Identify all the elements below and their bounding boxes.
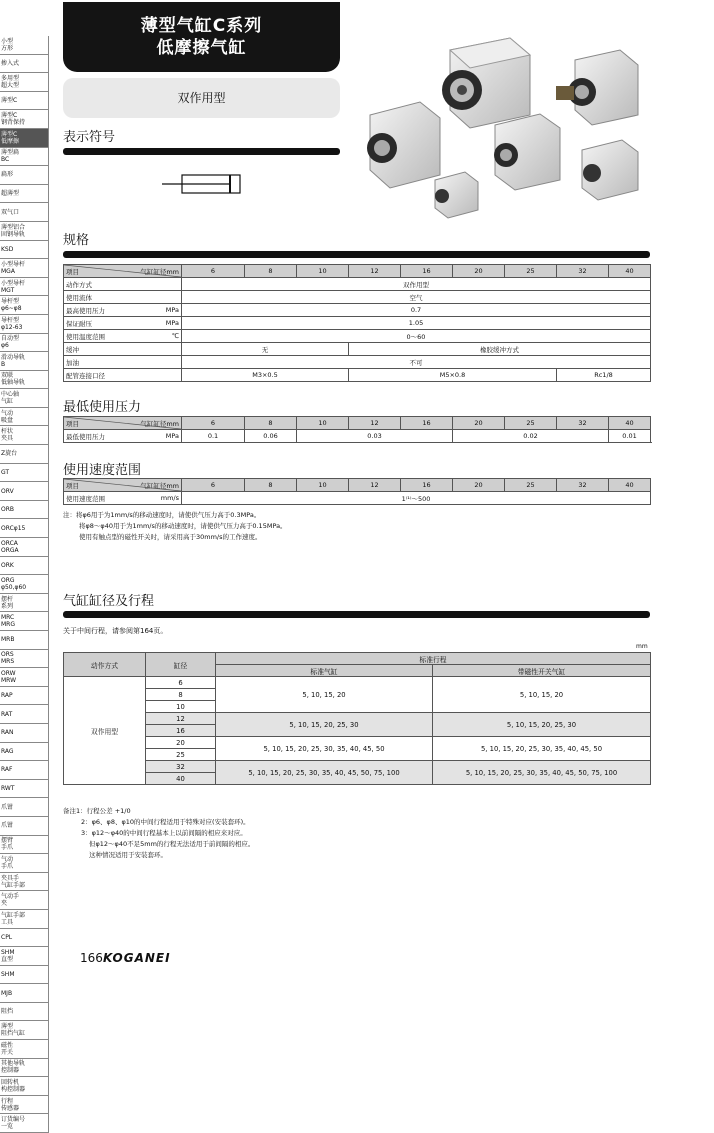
row-value: 0.1 <box>182 430 245 443</box>
bore-cell: 32 <box>557 265 609 278</box>
stroke-plain: 5, 10, 15, 20, 25, 30, 35, 40, 45, 50 <box>216 737 433 761</box>
note-line: 3：φ12～φ40的中间行程基本上以前间隔的相应来对应。 <box>81 829 247 837</box>
table-row <box>64 369 651 382</box>
bore-cell: 8 <box>245 265 297 278</box>
sidebar-item[interactable]: 滑动导轨 B <box>0 352 49 371</box>
bore-cell: 20 <box>453 479 505 492</box>
table-row <box>64 677 651 689</box>
note-line: 将φ8～φ40用于为1mm/s的移动速度时，请使供气压力高于0.15MPa。 <box>79 522 287 530</box>
sidebar-item[interactable]: MRB <box>0 631 49 650</box>
section-title-stroke: 气缸缸径及行程 <box>63 594 155 609</box>
sidebar-item[interactable]: 气动 吸盘 <box>0 408 49 427</box>
spec-table <box>63 264 651 382</box>
sidebar-item[interactable]: MJB <box>0 984 49 1003</box>
cylinder-fitting-image <box>556 50 638 125</box>
header-item-bore-cell <box>64 417 182 430</box>
row-label: 使用温度范围 <box>66 332 105 341</box>
note-line: 注：将φ6用于为1mm/s的移动速度时，请使供气压力高于0.3MPa。 <box>63 511 261 519</box>
sidebar-item[interactable]: KSD <box>0 241 49 260</box>
note-line: 使用有触点型的磁性开关时，请采用高于30mm/s的工作速度。 <box>79 533 262 541</box>
row-value: M3×0.5 <box>182 369 349 382</box>
header-item-bore-cell <box>64 479 182 492</box>
table-row <box>64 737 651 749</box>
row-value: 1⁽¹⁾～500 <box>182 492 651 505</box>
action-value: 双作用型 <box>64 677 146 785</box>
sidebar-item[interactable]: 磁性 开关 <box>0 1040 49 1059</box>
bore-cell: 25 <box>505 417 557 430</box>
row-value: 0.02 <box>453 430 609 443</box>
row-label-with-unit <box>64 317 182 330</box>
table-row <box>64 430 651 443</box>
row-value: 无 <box>182 343 349 356</box>
row-label: 加油 <box>64 356 182 369</box>
header-bore: 气缸缸径mm <box>140 481 179 490</box>
sidebar-item[interactable]: ORW MRW <box>0 668 49 687</box>
sidebar-item[interactable]: GT <box>0 464 49 483</box>
sidebar-item[interactable]: ORS MRS <box>0 650 49 669</box>
bore-cell: 25 <box>505 479 557 492</box>
row-unit: ℃ <box>171 331 179 340</box>
row-label-with-unit <box>64 492 182 505</box>
table-row <box>64 713 651 725</box>
sidebar-item[interactable]: 订货编号 一览 <box>0 1114 49 1133</box>
page-title-line2: 低摩擦气缸 <box>156 38 247 58</box>
product-photo <box>360 30 650 220</box>
row-label: 使用速度范围 <box>66 494 105 503</box>
row-value: M5×0.8 <box>349 369 557 382</box>
sidebar-item[interactable]: 薄型扁 BC <box>0 148 49 167</box>
sidebar-item[interactable]: ORK <box>0 557 49 576</box>
bore-cell: 25 <box>505 265 557 278</box>
table-row <box>64 343 651 356</box>
row-unit: MPa <box>165 431 179 440</box>
bore-cell: 32 <box>557 417 609 430</box>
sidebar-item[interactable]: 小型导杆 MGT <box>0 278 49 297</box>
sidebar-item[interactable]: 扁形 <box>0 166 49 185</box>
row-value: 0.03 <box>297 430 453 443</box>
note-line: 这种情况适用于安装套环。 <box>89 851 167 859</box>
bore-cell: 8 <box>245 479 297 492</box>
row-value: 0.7 <box>182 304 651 317</box>
row-label: 使用流体 <box>64 291 182 304</box>
bore-cell: 16 <box>401 265 453 278</box>
bore-cell: 16 <box>401 479 453 492</box>
sidebar-item[interactable]: 超薄型 <box>0 185 49 204</box>
row-label: 最高使用压力 <box>66 306 105 315</box>
table-row <box>64 291 651 304</box>
sidebar-item[interactable]: 导杆型 φ6~φ8 <box>0 296 49 315</box>
table-row <box>64 304 651 317</box>
sidebar-item[interactable]: 掺入式 <box>0 55 49 74</box>
bore-cell: 12 <box>349 265 401 278</box>
bore-cell: 32 <box>557 479 609 492</box>
bore-cell: 20 <box>453 265 505 278</box>
row-value: 1.05 <box>182 317 651 330</box>
col-action: 动作方式 <box>64 653 146 677</box>
sidebar-item[interactable]: SHM 直型 <box>0 947 49 966</box>
row-label: 动作方式 <box>64 278 182 291</box>
sidebar-item[interactable]: 其他导轨 控制器 <box>0 1059 49 1078</box>
stroke-magnet: 5, 10, 15, 20 <box>433 677 651 713</box>
stroke-magnet: 5, 10, 15, 20, 25, 30, 35, 40, 45, 50, 75, 100 <box>433 761 651 785</box>
bore-cell: 16 <box>146 725 216 737</box>
row-value: 双作用型 <box>182 278 651 291</box>
row-value: Rc1/8 <box>557 369 651 382</box>
sidebar-item[interactable]: 气缸手部 工具 <box>0 910 49 929</box>
stroke-magnet: 5, 10, 15, 20, 25, 30, 35, 40, 45, 50 <box>433 737 651 761</box>
table-header-row <box>64 417 651 430</box>
sidebar-item[interactable]: 薄型C 钢背保持 <box>0 110 49 129</box>
sidebar-item[interactable]: RAF <box>0 761 49 780</box>
sidebar-item[interactable]: 摆杆 系列 <box>0 594 49 613</box>
header-item: 项目 <box>66 419 79 428</box>
sidebar-item[interactable]: 小型导杆 MGA <box>0 259 49 278</box>
bore-cell: 10 <box>297 265 349 278</box>
sidebar-item[interactable]: RAP <box>0 687 49 706</box>
section-bar-stroke <box>63 611 650 618</box>
row-value: 0.01 <box>609 430 651 443</box>
section-title-min-pressure: 最低使用压力 <box>63 400 142 415</box>
header-bore: 气缸缸径mm <box>140 267 179 276</box>
row-label: 缓冲 <box>64 343 182 356</box>
row-label: 最低使用压力 <box>66 432 105 441</box>
bore-cell: 12 <box>349 479 401 492</box>
sidebar-item[interactable]: 夹具手 气缸手部 <box>0 873 49 892</box>
bore-cell: 40 <box>146 773 216 785</box>
table-row <box>64 492 651 505</box>
col-std-stroke: 标准行程 <box>216 653 651 665</box>
sidebar-item[interactable]: 双联 低轴导轨 <box>0 371 49 390</box>
bore-cell: 10 <box>146 701 216 713</box>
sidebar-item[interactable]: RAT <box>0 705 49 724</box>
bore-cell: 12 <box>146 713 216 725</box>
sidebar-item[interactable]: 多用型 超大型 <box>0 73 49 92</box>
stroke-plain: 5, 10, 15, 20, 25, 30 <box>216 713 433 737</box>
cylinder-middle-image <box>494 114 560 190</box>
sidebar-item[interactable]: RAG <box>0 743 49 762</box>
brand-logo: KOGANEI <box>103 951 171 965</box>
sidebar-item[interactable]: 自动型 φ6 <box>0 334 49 353</box>
header-item-bore-cell <box>64 265 182 278</box>
sidebar-item[interactable]: 气动手 夹 <box>0 891 49 910</box>
page-number: 166 <box>80 951 103 965</box>
note-line: 备注1：行程公差 +1/0 <box>63 807 131 815</box>
page-title-line1: 薄型气缸C系列 <box>140 16 263 36</box>
sidebar-item[interactable]: 双气口 <box>0 203 49 222</box>
sidebar-item[interactable]: Z旋台 <box>0 445 49 464</box>
bore-cell: 8 <box>245 417 297 430</box>
table-header-row <box>64 479 651 492</box>
sidebar-item[interactable]: CPL <box>0 929 49 948</box>
table-row <box>64 278 651 291</box>
section-bar-spec <box>63 251 650 258</box>
sidebar-item[interactable]: 爪钳 <box>0 798 49 817</box>
row-value: 0～60 <box>182 330 651 343</box>
sidebar-item[interactable]: ORCA ORGA <box>0 538 49 557</box>
note-line: 2：φ6、φ8、φ10的中间行程适用于特殊对应(安装套环)。 <box>81 818 250 826</box>
sidebar-item[interactable]: 阻挡 <box>0 1003 49 1022</box>
title-banner <box>63 2 340 72</box>
section-title-symbol: 表示符号 <box>63 130 116 145</box>
double-acting-symbol <box>160 172 245 198</box>
bore-cell: 10 <box>297 417 349 430</box>
sidebar-item[interactable]: 薄型C <box>0 92 49 111</box>
section-title-speed: 使用速度范围 <box>63 463 142 478</box>
col-bore: 缸径 <box>146 653 216 677</box>
stroke-notes <box>63 806 254 861</box>
row-unit: MPa <box>165 305 179 314</box>
table-header-row <box>64 653 651 665</box>
stroke-plain: 5, 10, 15, 20 <box>216 677 433 713</box>
header-bore: 气缸缸径mm <box>140 419 179 428</box>
section-title-spec: 规格 <box>63 233 90 248</box>
bore-cell: 25 <box>146 749 216 761</box>
bore-cell: 6 <box>146 677 216 689</box>
sidebar-item[interactable]: 杆状 夹具 <box>0 426 49 445</box>
sidebar-item[interactable]: 回转机 构控制器 <box>0 1077 49 1096</box>
sidebar-item[interactable]: SHM <box>0 966 49 985</box>
row-label-with-unit <box>64 304 182 317</box>
header-item: 项目 <box>66 267 79 276</box>
sidebar-item[interactable]: RWT <box>0 780 49 799</box>
row-value: 不可 <box>182 356 651 369</box>
sidebar-item[interactable]: 中心轴 气缸 <box>0 389 49 408</box>
note-line: 但φ12～φ40不足5mm的行程无法适用于前间隔的相应。 <box>89 840 255 848</box>
sidebar-item[interactable]: ORB <box>0 501 49 520</box>
bore-cell: 12 <box>349 417 401 430</box>
bore-cell: 20 <box>146 737 216 749</box>
speed-notes <box>63 510 287 543</box>
bore-cell: 20 <box>453 417 505 430</box>
sidebar-item[interactable]: 爪钳 <box>0 817 49 836</box>
page-subtitle: 双作用型 <box>63 78 340 118</box>
sidebar-item[interactable]: ORV <box>0 482 49 501</box>
stroke-unit: mm <box>636 643 648 650</box>
side-index <box>0 36 49 1133</box>
bore-cell: 6 <box>182 265 245 278</box>
table-row <box>64 330 651 343</box>
row-unit: MPa <box>165 318 179 327</box>
sidebar-item[interactable]: 行程 传感器 <box>0 1096 49 1115</box>
section-bar-symbol <box>63 148 340 155</box>
sidebar-item[interactable]: ORCφ15 <box>0 519 49 538</box>
bore-cell: 40 <box>609 265 651 278</box>
row-value: 橡胶缓冲方式 <box>349 343 651 356</box>
speed-table <box>63 478 651 505</box>
stroke-table <box>63 652 651 785</box>
bore-cell: 16 <box>401 417 453 430</box>
sidebar-item[interactable]: 导杆型 φ12-63 <box>0 315 49 334</box>
bore-cell: 6 <box>182 417 245 430</box>
bore-cell: 10 <box>297 479 349 492</box>
row-label: 保证耐压 <box>66 319 92 328</box>
cylinder-large-image <box>442 38 530 128</box>
cylinder-left-image <box>367 102 440 188</box>
stroke-intro: 关于中间行程，请参阅第164页。 <box>63 627 168 635</box>
sidebar-item[interactable]: MRC MRG <box>0 612 49 631</box>
col-magnet: 带磁性开关气缸 <box>433 665 651 677</box>
table-row <box>64 356 651 369</box>
sidebar-item[interactable]: 小型 方形 <box>0 36 49 55</box>
sidebar-item[interactable]: RAN <box>0 724 49 743</box>
row-value: 空气 <box>182 291 651 304</box>
sidebar-item[interactable]: 摆臂 手爪 <box>0 836 49 855</box>
table-header-row <box>64 265 651 278</box>
row-unit: mm/s <box>160 493 179 502</box>
bore-cell: 40 <box>609 417 651 430</box>
min-pressure-table <box>63 416 651 443</box>
sidebar-item[interactable]: 薄型C 低摩擦 <box>0 129 49 148</box>
bore-cell: 40 <box>609 479 651 492</box>
sidebar-item[interactable]: 薄型铝合 固钢导轨 <box>0 222 49 241</box>
header-item: 项目 <box>66 481 79 490</box>
table-row <box>64 761 651 773</box>
sidebar-item[interactable]: 气动 手爪 <box>0 854 49 873</box>
sidebar-item[interactable]: ORG φ50,φ60 <box>0 575 49 594</box>
row-label-with-unit <box>64 430 182 443</box>
stroke-plain: 5, 10, 15, 20, 25, 30, 35, 40, 45, 50, 75, 100 <box>216 761 433 785</box>
row-value: 0.06 <box>245 430 297 443</box>
row-label: 配管连接口径 <box>64 369 182 382</box>
col-plain: 标准气缸 <box>216 665 433 677</box>
stroke-magnet: 5, 10, 15, 20, 25, 30 <box>433 713 651 737</box>
row-label-with-unit <box>64 330 182 343</box>
sidebar-item[interactable]: 薄型 阻挡气缸 <box>0 1021 49 1040</box>
bore-cell: 6 <box>182 479 245 492</box>
table-row <box>64 317 651 330</box>
bore-cell: 32 <box>146 761 216 773</box>
bore-cell: 8 <box>146 689 216 701</box>
